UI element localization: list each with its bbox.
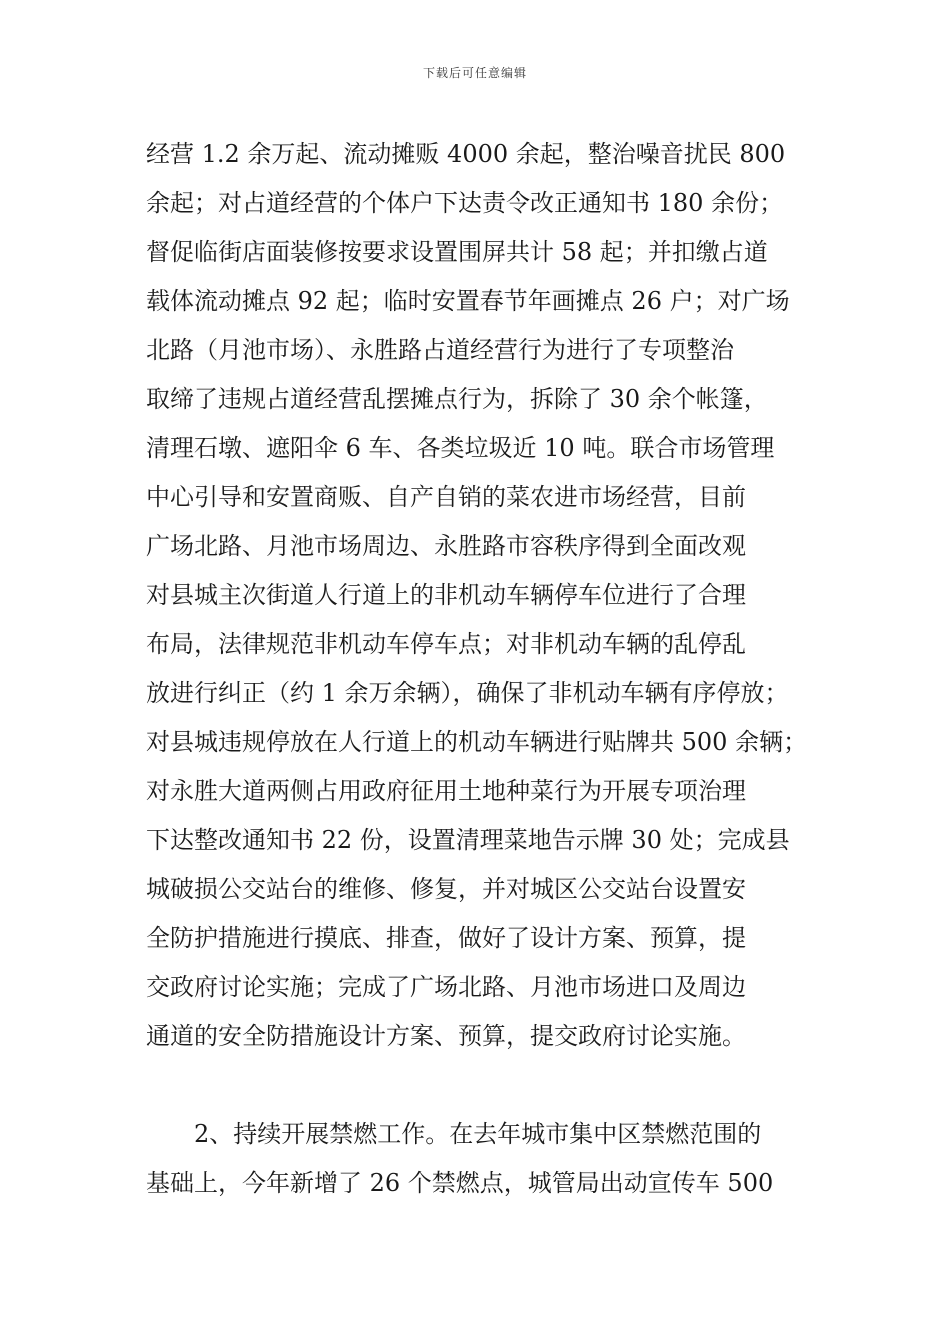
text-line: 城破损公交站台的维修、修复，并对城区公交站台设置安: [146, 875, 746, 903]
text-line: 广场北路、月池市场周边、永胜路市容秩序得到全面改观: [146, 532, 746, 560]
text-line: 经营 1.2 余万起、流动摊贩 4000 余起，整治噪音扰民 800: [146, 140, 786, 168]
text-line: 对永胜大道两侧占用政府征用土地种菜行为开展专项治理: [146, 777, 746, 805]
text-line: 下达整改通知书 22 份，设置清理菜地告示牌 30 处；完成县: [146, 826, 790, 854]
text-line: 北路（月池市场）、永胜路占道经营行为进行了专项整治: [146, 336, 734, 364]
text-line: 放进行纠正（约 1 余万余辆），确保了非机动车辆有序停放；: [146, 679, 789, 707]
text-line: 对县城违规停放在人行道上的机动车辆进行贴牌共 500 余辆；: [146, 728, 808, 756]
text-line: 中心引导和安置商贩、自产自销的菜农进市场经营，目前: [146, 483, 746, 511]
text-line: 载体流动摊点 92 起；临时安置春节年画摊点 26 户；对广场: [146, 287, 790, 315]
text-line: 通道的安全防措施设计方案、预算，提交政府讨论实施。: [146, 1022, 746, 1050]
text-line: 对县城主次街道人行道上的非机动车辆停车位进行了合理: [146, 581, 746, 609]
text-line: 余起；对占道经营的个体户下达责令改正通知书 180 余份；: [146, 189, 784, 217]
text-line: 督促临街店面装修按要求设置围屏共计 58 起；并扣缴占道: [146, 238, 768, 266]
text-line: 取缔了违规占道经营乱摆摊点行为，拆除了 30 余个帐篷，: [146, 385, 768, 413]
paragraph-2: [146, 1110, 826, 1208]
page-header: 下载后可任意编辑: [422, 66, 527, 80]
document-body: [146, 130, 826, 1208]
paragraph-1: [146, 130, 826, 1061]
text-line: 布局，法律规范非机动车停车点；对非机动车辆的乱停乱: [146, 630, 746, 658]
text-line: 全防护措施进行摸底、排查，做好了设计方案、预算，提: [146, 924, 746, 952]
paragraph-gap: [146, 1061, 826, 1110]
text-line: 交政府讨论实施；完成了广场北路、月池市场进口及周边: [146, 973, 746, 1001]
text-line: 2、持续开展禁燃工作。在去年城市集中区禁燃范围的: [194, 1120, 762, 1148]
text-line: 清理石墩、遮阳伞 6 车、各类垃圾近 10 吨。联合市场管理: [146, 434, 775, 462]
text-line: 基础上，今年新增了 26 个禁燃点，城管局出动宣传车 500: [146, 1169, 774, 1197]
